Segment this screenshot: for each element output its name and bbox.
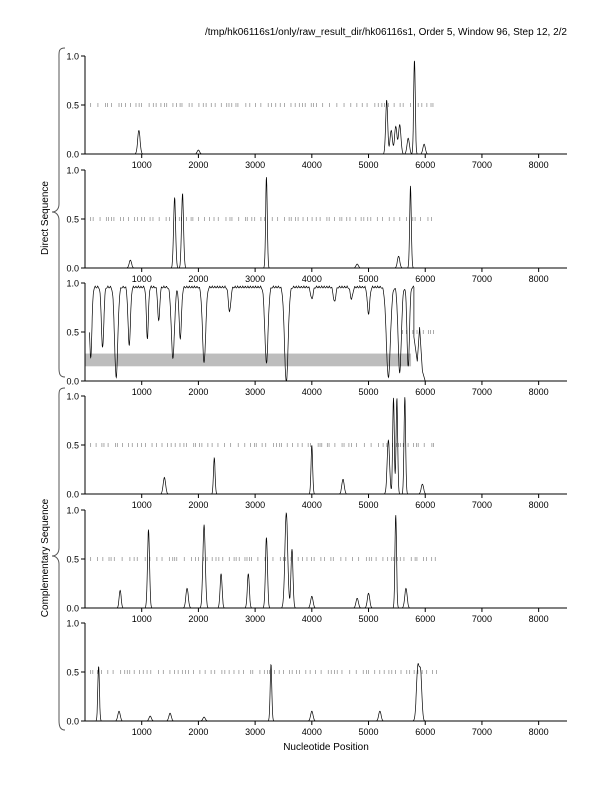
x-tick-label: 7000 — [471, 500, 492, 510]
x-tick-label: 3000 — [245, 727, 266, 737]
x-tick-label: 5000 — [358, 614, 379, 624]
x-tick-label: 2000 — [188, 274, 209, 284]
panels — [66, 52, 567, 738]
y-tick-label: 1.0 — [66, 278, 79, 289]
x-tick-label: 3000 — [245, 274, 266, 284]
x-tick-label: 8000 — [528, 274, 549, 284]
x-tick-label: 6000 — [415, 274, 436, 284]
x-tick-label: 7000 — [471, 727, 492, 737]
x-tick-label: 3000 — [245, 387, 266, 397]
y-tick-label: 0.0 — [66, 263, 79, 274]
x-tick-label: 2000 — [188, 727, 209, 737]
x-tick-label: 6000 — [415, 500, 436, 510]
x-tick-label: 1000 — [131, 614, 152, 624]
y-tick-label: 0.0 — [66, 716, 79, 727]
group-bracket-direct — [52, 48, 65, 377]
panel-5 — [66, 506, 567, 625]
x-tick-label: 7000 — [471, 387, 492, 397]
series-line — [90, 61, 437, 154]
y-tick-label: 0.5 — [66, 667, 79, 678]
gene-ticks — [91, 670, 437, 674]
x-tick-label: 2000 — [188, 387, 209, 397]
x-tick-label: 5000 — [358, 160, 379, 170]
x-tick-label: 8000 — [528, 500, 549, 510]
series-line — [90, 664, 437, 721]
y-tick-label: 1.0 — [66, 51, 79, 62]
x-tick-label: 1000 — [131, 500, 152, 510]
y-tick-label: 0.0 — [66, 149, 79, 160]
x-tick-label: 4000 — [301, 727, 322, 737]
y-tick-label: 0.5 — [66, 554, 79, 565]
x-tick-label: 5000 — [358, 500, 379, 510]
gene-ticks — [91, 217, 432, 221]
panel-6 — [66, 619, 567, 738]
series-line — [90, 286, 426, 381]
x-tick-label: 7000 — [471, 160, 492, 170]
x-tick-label: 4000 — [301, 387, 322, 397]
x-tick-label: 8000 — [528, 614, 549, 624]
gene-ticks — [91, 443, 434, 447]
y-tick-label: 1.0 — [66, 505, 79, 516]
x-tick-label: 6000 — [415, 160, 436, 170]
x-tick-label: 3000 — [245, 160, 266, 170]
panel-4 — [66, 392, 567, 511]
x-tick-label: 1000 — [131, 160, 152, 170]
y-tick-label: 0.5 — [66, 440, 79, 451]
x-tick-label: 1000 — [131, 727, 152, 737]
x-tick-label: 3000 — [245, 500, 266, 510]
x-tick-label: 5000 — [358, 274, 379, 284]
y-tick-label: 0.0 — [66, 603, 79, 614]
x-tick-label: 7000 — [471, 274, 492, 284]
y-tick-label: 1.0 — [66, 618, 79, 629]
x-tick-label: 6000 — [415, 614, 436, 624]
x-tick-label: 6000 — [415, 387, 436, 397]
y-tick-label: 0.5 — [66, 100, 79, 111]
x-tick-label: 7000 — [471, 614, 492, 624]
group-bracket-complementary — [52, 388, 65, 730]
x-tick-label: 8000 — [528, 727, 549, 737]
x-axis-label: Nucleotide Position — [283, 742, 369, 753]
x-tick-label: 2000 — [188, 500, 209, 510]
series-line — [90, 177, 437, 268]
x-tick-label: 4000 — [301, 274, 322, 284]
x-tick-label: 5000 — [358, 727, 379, 737]
shaded-band — [85, 354, 411, 367]
x-tick-label: 6000 — [415, 727, 436, 737]
x-tick-label: 5000 — [358, 387, 379, 397]
x-tick-label: 1000 — [131, 387, 152, 397]
panel-1 — [66, 52, 567, 171]
y-tick-label: 0.5 — [66, 327, 79, 338]
x-tick-label: 4000 — [301, 160, 322, 170]
x-tick-label: 4000 — [301, 614, 322, 624]
x-tick-label: 1000 — [131, 274, 152, 284]
y-tick-label: 0.0 — [66, 489, 79, 500]
x-tick-label: 3000 — [245, 614, 266, 624]
x-tick-label: 2000 — [188, 160, 209, 170]
series-line — [90, 513, 437, 608]
group-label-complementary: Complementary Sequence — [40, 498, 51, 618]
gene-ticks — [91, 557, 436, 561]
y-tick-label: 0.5 — [66, 214, 79, 225]
group-label-direct: Direct Sequence — [40, 181, 51, 255]
x-tick-label: 8000 — [528, 160, 549, 170]
page-title: /tmp/hk06116s1/only/raw_result_dir/hk06116s1, Order 5, Window 96, Step 12, 2/2 — [204, 27, 567, 38]
y-tick-label: 0.0 — [66, 376, 79, 387]
gene-ticks — [91, 103, 433, 107]
y-tick-label: 1.0 — [66, 165, 79, 176]
x-tick-label: 8000 — [528, 387, 549, 397]
panel-3 — [66, 279, 567, 398]
x-tick-label: 4000 — [301, 500, 322, 510]
x-tick-label: 2000 — [188, 614, 209, 624]
y-tick-label: 1.0 — [66, 391, 79, 402]
panel-2 — [66, 166, 567, 285]
